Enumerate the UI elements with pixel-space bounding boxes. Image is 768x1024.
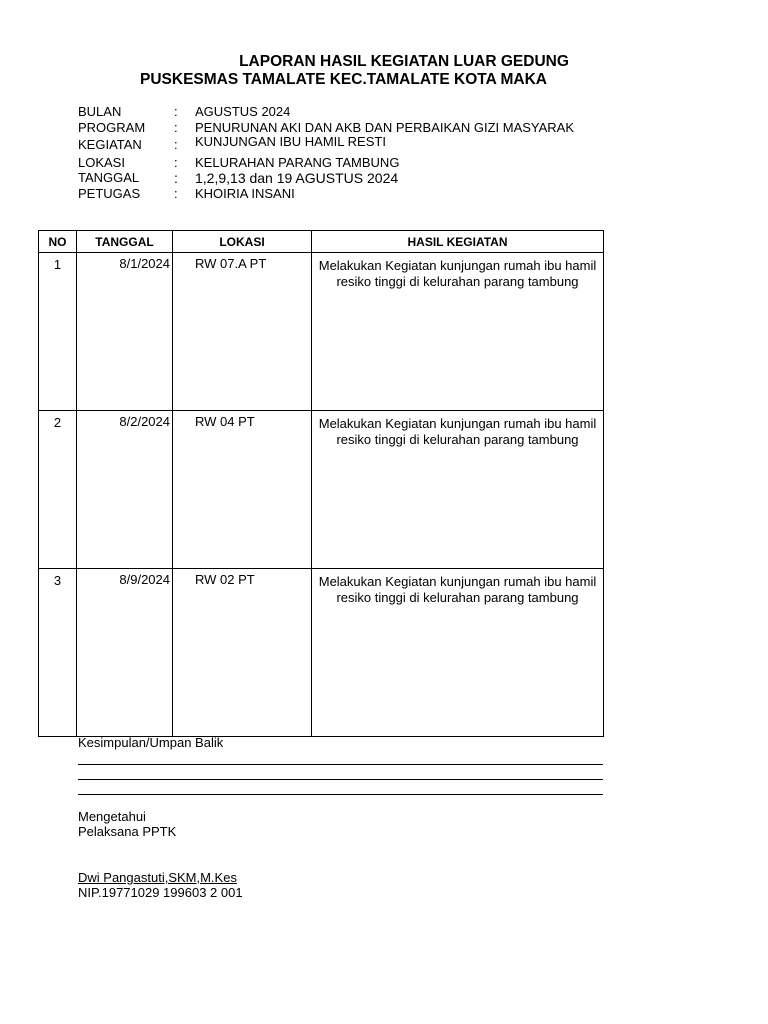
info-separator: :: [174, 170, 178, 186]
info-separator: :: [174, 186, 178, 201]
info-value: 1,2,9,13 dan 19 AGUSTUS 2024: [195, 170, 399, 186]
info-separator: :: [174, 137, 178, 152]
info-label: PETUGAS: [78, 186, 141, 201]
table-header-row: [39, 231, 604, 253]
report-title: LAPORAN HASIL KEGIATAN LUAR GEDUNG: [239, 53, 569, 70]
table-row: [39, 253, 604, 411]
info-value: KUNJUNGAN IBU HAMIL RESTI: [195, 134, 386, 149]
cell-tanggal: 8/2/2024: [77, 411, 173, 569]
info-value: AGUSTUS 2024: [195, 104, 291, 119]
info-label: TANGGAL: [78, 170, 140, 185]
header-tanggal: TANGGAL: [77, 231, 173, 253]
kesimpulan-line: [78, 779, 603, 780]
header-hasil-kegiatan: HASIL KEGIATAN: [312, 231, 604, 253]
info-label: BULAN: [78, 104, 122, 119]
kesimpulan-label: Kesimpulan/Umpan Balik: [78, 735, 224, 750]
signature-nip: NIP.19771029 199603 2 001: [78, 885, 243, 900]
info-label: LOKASI: [78, 155, 125, 170]
info-separator: :: [174, 155, 178, 170]
cell-hasil-kegiatan: Melakukan Kegiatan kunjungan rumah ibu hamil resiko tinggi di kelurahan parang tambung: [312, 411, 604, 569]
info-separator: :: [174, 120, 178, 135]
cell-tanggal: 8/9/2024: [77, 569, 173, 737]
header-no: NO: [39, 231, 77, 253]
cell-lokasi: RW 02 PT: [173, 569, 312, 737]
cell-hasil-kegiatan: Melakukan Kegiatan kunjungan rumah ibu hamil resiko tinggi di kelurahan parang tambung: [312, 569, 604, 737]
cell-no: 1: [39, 253, 77, 411]
cell-no: 2: [39, 411, 77, 569]
info-separator: :: [174, 104, 178, 119]
cell-lokasi: RW 04 PT: [173, 411, 312, 569]
mengetahui-label: Mengetahui: [78, 809, 146, 824]
table-row: [39, 411, 604, 569]
info-value: PENURUNAN AKI DAN AKB DAN PERBAIKAN GIZI MASYARAK: [195, 120, 575, 135]
signature-role: Pelaksana PPTK: [78, 824, 177, 839]
info-value: KELURAHAN PARANG TAMBUNG: [195, 155, 400, 170]
cell-lokasi: RW 07.A PT: [173, 253, 312, 411]
header-lokasi: LOKASI: [173, 231, 312, 253]
info-value: KHOIRIA INSANI: [195, 186, 295, 201]
kesimpulan-line: [78, 764, 603, 765]
kesimpulan-line: [78, 794, 603, 795]
info-label: KEGIATAN: [78, 137, 142, 152]
report-subtitle: PUSKESMAS TAMALATE KEC.TAMALATE KOTA MAKA: [140, 71, 547, 88]
info-label: PROGRAM: [78, 120, 146, 135]
cell-tanggal: 8/1/2024: [77, 253, 173, 411]
activity-table: [38, 230, 604, 737]
cell-no: 3: [39, 569, 77, 737]
table-row: [39, 569, 604, 737]
cell-hasil-kegiatan: Melakukan Kegiatan kunjungan rumah ibu hamil resiko tinggi di kelurahan parang tambung: [312, 253, 604, 411]
signature-name: Dwi Pangastuti,SKM,M.Kes: [78, 870, 237, 885]
